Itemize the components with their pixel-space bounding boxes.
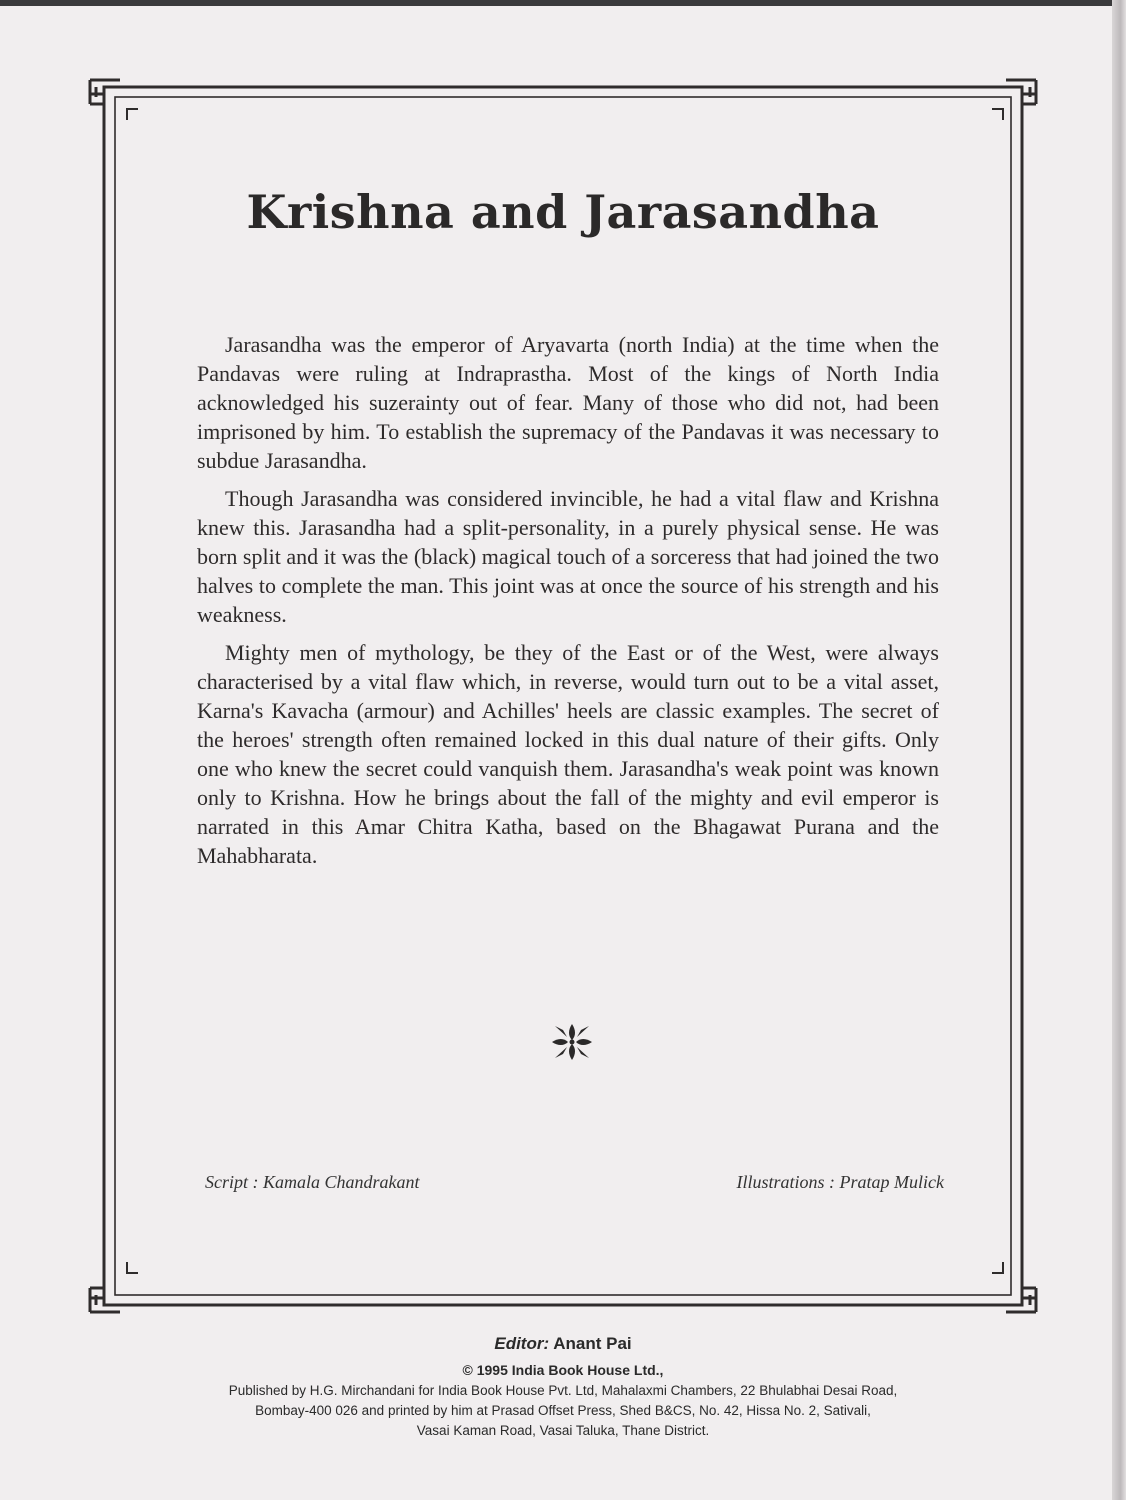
intro-paragraph: Though Jarasandha was considered invincible, he had a vital flaw and Krishna knew this. Jarasandha had a split-personality, in a purely physical sense. He was born split and it was the (black) magical touch of a sorceress that had joined the two halves to complete the man. This joint was at once the source of his strength and his weakness. [197,486,939,627]
publisher-line: Published by H.G. Mirchandani for India Book House Pvt. Ltd, Mahalaxmi Chambers, 22 Bhulabhai Desai Road, [228,1383,898,1398]
intro-paragraph: Mighty men of mythology, be they of the East or of the West, were always characterised by a vital flaw which, in reverse, would turn out to be a vital asset, Karna's Kavacha (armour) and Achilles' heels are classic examples. The secret of the heroes' strength often remained locked in this dual nature of their gifts. Only one who knew the secret could vanquish them. Jarasandha's weak point was known only to Krishna. How he brings about the fall of the mighty and evil emperor is narrated in this Amar Chitra Katha, based on the Bhagawat Purana and the Mahabharata. [197,640,939,868]
editor-line [0,1334,1126,1354]
script-credit: Script : Kamala Chandrakant [205,1172,420,1192]
publisher-line: Bombay-400 026 and printed by him at Prasad Offset Press, Shed B&CS, No. 42, Hissa No. 2, Sativali, [255,1403,871,1418]
editor-name: Anant Pai [553,1334,632,1353]
floral-ornament-icon [549,1020,595,1064]
introduction-text [197,330,939,879]
page-title: Krishna and Jarasandha [246,185,880,239]
imprint [0,1334,1126,1441]
editor-label: Editor: [494,1334,550,1353]
illustrations-credit: Illustrations : Pratap Mulick [736,1172,944,1192]
copyright-line: © 1995 India Book House Ltd., [462,1362,664,1378]
intro-paragraph: Jarasandha was the emperor of Aryavarta (north India) at the time when the Pandavas were ruling at Indraprastha. Most of the kings of North India acknowledged his suzerainty out of fear. Many of those who did not, had been imprisoned by him. To establish the supremacy of the Pandavas it was necessary to subdue Jarasandha. [197,332,939,473]
publisher-line: Vasai Kaman Road, Vasai Taluka, Thane District. [416,1423,710,1438]
